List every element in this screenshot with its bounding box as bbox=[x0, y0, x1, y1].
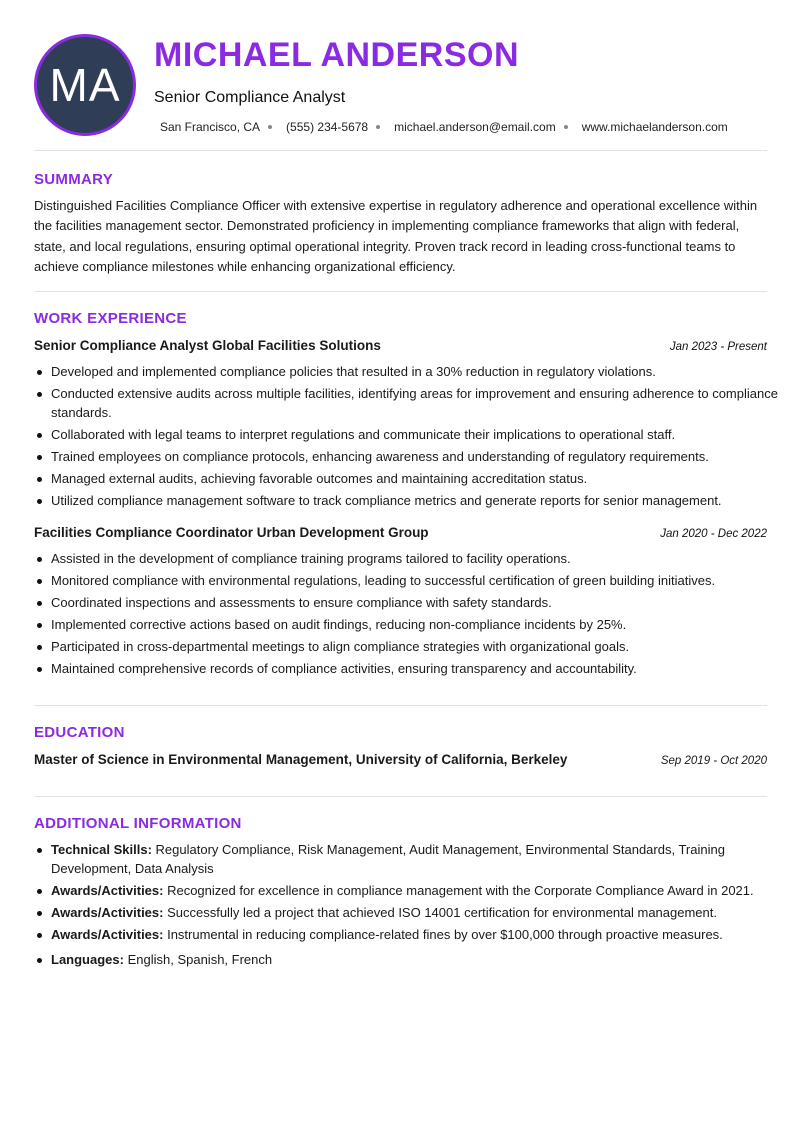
additional-list bbox=[34, 841, 784, 973]
job-role: Senior Compliance Analyst Global Facilities Solutions bbox=[34, 338, 381, 353]
additional-item bbox=[51, 926, 784, 945]
bullet-item: Coordinated inspections and assessments to ensure compliance with safety standards. bbox=[51, 594, 784, 613]
separator-dot bbox=[376, 125, 380, 129]
separator-dot bbox=[268, 125, 272, 129]
avatar-initials: MA bbox=[49, 59, 121, 111]
job-date: Jan 2020 - Dec 2022 bbox=[660, 528, 767, 540]
contact-phone: (555) 234-5678 bbox=[286, 120, 369, 134]
contact-bar bbox=[160, 120, 728, 134]
bullet-item: Participated in cross-departmental meetings to align compliance strategies with organizational goals. bbox=[51, 638, 784, 657]
bullet-item: Trained employees on compliance protocols, enhancing awareness and understanding of regulatory requirements. bbox=[51, 448, 784, 467]
job-header bbox=[34, 338, 767, 353]
item-text: Instrumental in reducing compliance-related fines by over $100,000 through proactive measures. bbox=[163, 926, 723, 942]
item-label: Awards/Activities: bbox=[51, 904, 164, 920]
item-label: Languages: bbox=[51, 952, 124, 967]
additional-item bbox=[51, 904, 784, 923]
bullet-item: Developed and implemented compliance policies that resulted in a 30% reduction in regulatory violations. bbox=[51, 363, 784, 382]
avatar bbox=[34, 34, 136, 136]
additional-item bbox=[51, 882, 784, 901]
job-header bbox=[34, 525, 767, 540]
bullet-item: Conducted extensive audits across multiple facilities, identifying areas for improvement and ensuring adherence to compliance standards. bbox=[51, 385, 784, 422]
candidate-name: MICHAEL ANDERSON bbox=[154, 36, 520, 74]
bullet-item: Managed external audits, achieving favorable outcomes and maintaining accreditation status. bbox=[51, 470, 784, 489]
divider bbox=[34, 705, 767, 706]
additional-item bbox=[51, 841, 784, 878]
candidate-title: Senior Compliance Analyst bbox=[154, 89, 346, 106]
item-text: Successfully led a project that achieved ISO 14001 certification for environmental management. bbox=[163, 904, 717, 920]
contact-location: San Francisco, CA bbox=[160, 120, 261, 134]
education-heading: EDUCATION bbox=[34, 724, 125, 741]
education-date: Sep 2019 - Oct 2020 bbox=[660, 755, 767, 767]
item-text: Regulatory Compliance, Risk Management, Audit Management, Environmental Standards, Training Development, Data Analysis bbox=[51, 842, 725, 876]
bullet-item: Utilized compliance management software to track compliance metrics and generate reports for senior management. bbox=[51, 492, 784, 511]
summary-text: Distinguished Facilities Compliance Officer with extensive expertise in regulatory adherence and operational excellence within the facilities management sector. Demonstrated proficiency in implementing compliance frameworks that align with federal, state, and local regulations, ensuring optimal operational integrity. Proven track record in leading cross-functional teams to achieve compliance milestones while enhancing organizational efficiency. bbox=[34, 198, 758, 274]
education-degree: Master of Science in Environmental Management, University of California, Berkeley bbox=[34, 752, 568, 767]
divider bbox=[34, 796, 767, 797]
job-date: Jan 2023 - Present bbox=[669, 341, 767, 353]
job-role: Facilities Compliance Coordinator Urban Development Group bbox=[34, 525, 429, 540]
bullet-item: Implemented corrective actions based on audit findings, reducing non-compliance incidents by 25%. bbox=[51, 616, 784, 635]
bullet-item: Collaborated with legal teams to interpret regulations and communicate their implications to operational staff. bbox=[51, 426, 784, 445]
experience-heading: WORK EXPERIENCE bbox=[34, 310, 187, 327]
item-text: English, Spanish, French bbox=[123, 952, 273, 967]
contact-website[interactable]: www.michaelanderson.com bbox=[581, 120, 728, 134]
item-label: Awards/Activities: bbox=[51, 882, 164, 898]
divider bbox=[34, 150, 767, 151]
item-text: Recognized for excellence in compliance management with the Corporate Compliance Award in 2021. bbox=[163, 882, 754, 898]
separator-dot bbox=[564, 125, 568, 129]
job-bullets bbox=[34, 550, 784, 682]
divider bbox=[34, 291, 767, 292]
item-label: Awards/Activities: bbox=[51, 926, 164, 942]
additional-item bbox=[51, 951, 784, 970]
job-bullets bbox=[34, 363, 784, 514]
bullet-item: Maintained comprehensive records of compliance activities, ensuring transparency and accountability. bbox=[51, 660, 784, 679]
contact-email[interactable]: michael.anderson@email.com bbox=[394, 120, 556, 134]
education-entry bbox=[34, 752, 767, 767]
item-label: Technical Skills: bbox=[51, 842, 152, 857]
bullet-item: Assisted in the development of compliance training programs tailored to facility operations. bbox=[51, 550, 784, 569]
additional-heading: ADDITIONAL INFORMATION bbox=[34, 815, 242, 832]
bullet-item: Monitored compliance with environmental regulations, leading to successful certification of green building initiatives. bbox=[51, 572, 784, 591]
summary-heading: SUMMARY bbox=[34, 171, 114, 188]
